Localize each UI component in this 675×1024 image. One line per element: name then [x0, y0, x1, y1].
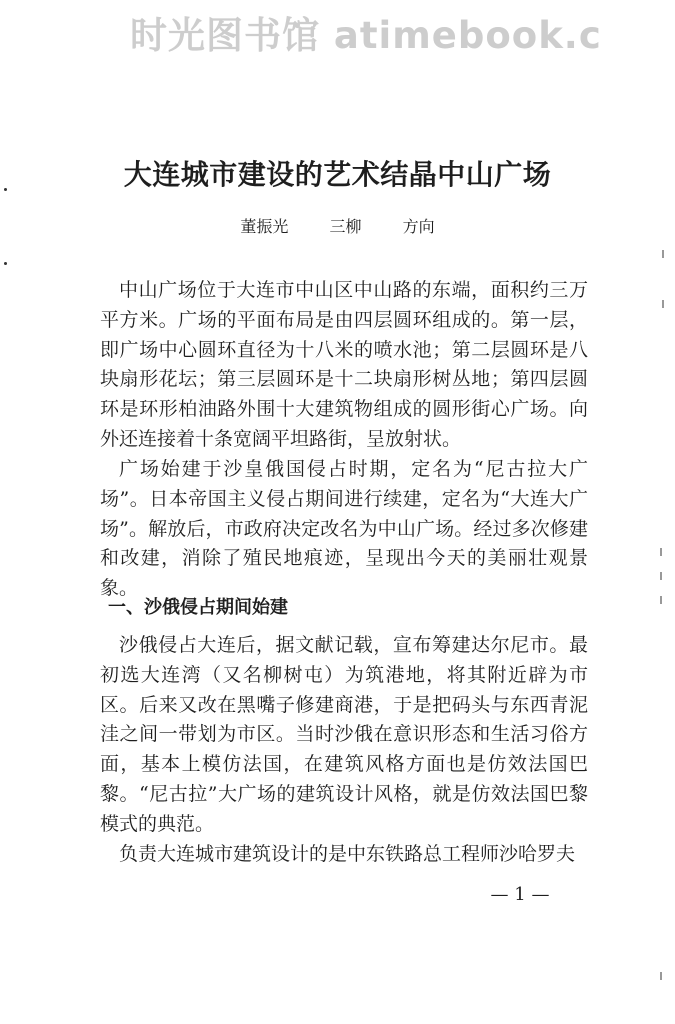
body-paragraph: 广场始建于沙皇俄国侵占时期，定名为“尼古拉大广场”。日本帝国主义侵占期间进行续建，定名为“大连大广场”。解放后，市政府决定改名为中山广场。经过多次修建和改建，消除了殖民地痕迹，呈现出今天的美丽壮观景象。 [100, 458, 588, 600]
scan-mark [660, 972, 662, 980]
section-heading: 一、沙俄侵占期间始建 [108, 597, 288, 618]
scan-mark [660, 596, 662, 604]
body-paragraph: 负责大连城市建筑设计的是中东铁路总工程师沙哈罗夫 [119, 843, 576, 865]
scan-speck [4, 262, 7, 265]
author-name: 董振光 [240, 217, 289, 236]
author-line [0, 215, 675, 239]
author-name: 方向 [402, 217, 435, 236]
scan-mark [660, 548, 662, 556]
author-name: 三柳 [329, 217, 362, 236]
scan-mark [662, 250, 664, 258]
article-title: 大连城市建设的艺术结晶中山广场 [123, 158, 552, 191]
scan-mark [660, 572, 662, 580]
scan-speck [4, 188, 7, 191]
body-paragraph: 沙俄侵占大连后，据文献记载，宣布筹建达尔尼市。最初选大连湾（又名柳树屯）为筑港地，将其附近辟为市区。后来又改在黑嘴子修建商港，于是把码头与东西青泥洼之间一带划为市区。当时沙俄在意识形态和生活习俗方面，基本上模仿法国，在建筑风格方面也是仿效法国巴黎。“尼古拉”大广场的建筑设计风格，就是仿效法国巴黎模式的典范。 [100, 634, 588, 835]
watermark: 时光图书馆 atimebook.c [130, 14, 602, 57]
scan-mark [662, 300, 664, 308]
body-paragraph: 中山广场位于大连市中山区中山路的东端，面积约三万平方米。广场的平面布局是由四层圆环组成的。第一层，即广场中心圆环直径为十八米的喷水池；第二层圆环是八块扇形花坛；第三层圆环是十二块扇形树丛地；第四层圆环是环形柏油路外围十大建筑物组成的圆形街心广场。向外还连接着十条宽阔平坦路街，呈放射状。 [100, 279, 588, 450]
page-number: — 1 — [490, 884, 550, 905]
